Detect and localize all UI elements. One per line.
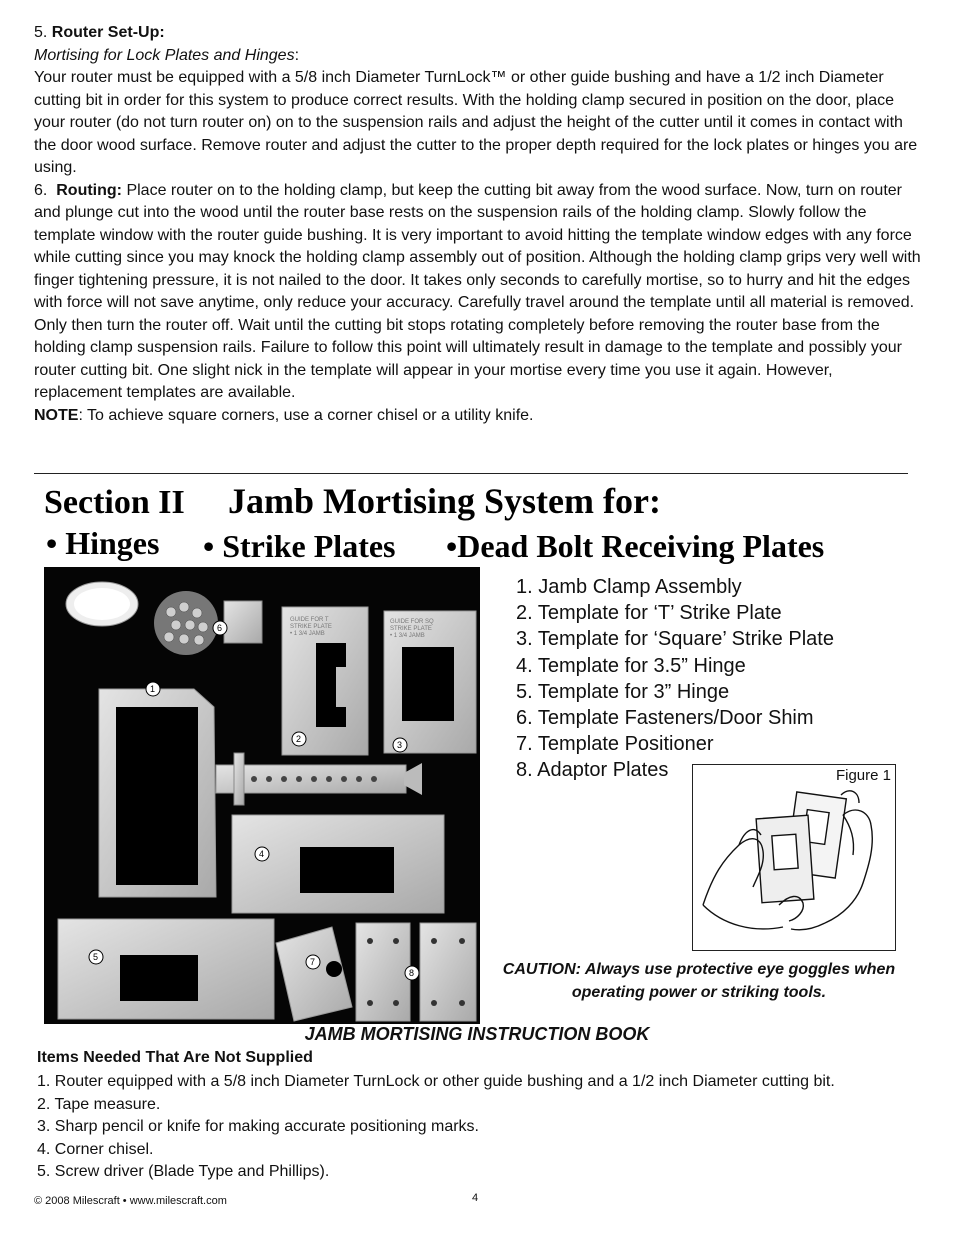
callout-7: 7 <box>310 957 316 967</box>
step-heading: Router Set-Up: <box>51 24 165 41</box>
heading-item-hinges: • Hinges <box>46 525 160 561</box>
caution-note: CAUTION: Always use protective eye goggles when operating power or striking tools. <box>502 961 896 1001</box>
routing-text: Place router on to the holding clamp, but keep the cutting bit away from the wood surface. Now, turn on router and plunge cut into the wood until the router base rests on the suspension rails of the holding clamp. Slowly follow the template window with the router guide bushing. It is very important to avoid hitting the template window edges with any force while cutting since you may knock the holding clamp assembly out of position. Although the holding clamp grips very well with finger tightening pressure, it is not nailed to the door. It takes only seconds to carefully mortise, so to hurry and hit the edges with force will not save anytime, only reduce your accuracy. Carefully travel around the template until all material is removed. Only then turn the router off. Wait until the cutting bit stops rotating completely before removing the router base from the holding clamp suspension rails. Failure to follow this point will ultimately result in damage to the template and possibly your router cutting bit. One slight nick in the template will appear in your mortise every time you use it again. However, replacement templates are available. <box>34 181 921 401</box>
parts-list-item: 7. Template Positioner <box>516 733 714 756</box>
heading-item-strike-plates: • Strike Plates <box>203 528 396 564</box>
note-line <box>34 405 924 428</box>
callout-5: 5 <box>93 952 99 962</box>
items-needed-item: 2. Tape measure. <box>37 1095 161 1113</box>
items-needed-item: 4. Corner chisel. <box>37 1140 154 1158</box>
template-2-text-line: STRIKE PLATE <box>290 624 332 630</box>
template-2-text-line: GUIDE FOR T <box>290 617 329 623</box>
callout-4: 4 <box>259 849 265 859</box>
fasteners-container <box>66 582 262 655</box>
page-number: 4 <box>472 1192 479 1204</box>
parts-list-item: 5. Template for 3” Hinge <box>516 680 730 703</box>
callout-8: 8 <box>409 968 415 978</box>
product-photo <box>44 567 480 1024</box>
parts-list-item: 3. Template for ‘Square’ Strike Plate <box>516 628 834 651</box>
template-3-5-hinge <box>232 815 444 913</box>
step-number: 5. <box>34 24 48 41</box>
footer-copyright: © 2008 Milescraft • www.milescraft.com <box>34 1195 227 1207</box>
template-2-text-line: • 1 3/4 JAMB <box>290 631 325 637</box>
items-needed-list <box>37 1071 835 1184</box>
router-setup-subheading <box>34 45 924 68</box>
routing-paragraph <box>34 180 924 405</box>
product-photo-illustration <box>44 567 480 1024</box>
callout-2: 2 <box>296 734 302 744</box>
items-needed-item: 5. Screw driver (Blade Type and Phillips). <box>37 1163 330 1180</box>
template-3-text-line: • 1 3/4 JAMB <box>390 633 425 639</box>
parts-list-item: 1. Jamb Clamp Assembly <box>516 576 742 598</box>
parts-list-item: 6. Template Fasteners/Door Shim <box>516 707 814 730</box>
router-setup-paragraph: Your router must be equipped with a 5/8 inch Diameter TurnLock™ or other guide bushing and have a 1/2 inch Diameter cutting bit in order for this system to produce correct results. With the holding clamp secured in position on the door, place your router (do not turn router on) on to the suspension rails and adjust the height of the cutter until it comes in contact with the door wood surface. Remove router and adjust the cutter to the proper depth required for the lock plates or hinges you are using. <box>34 69 918 176</box>
callout-6: 6 <box>217 623 223 633</box>
parts-list-item: 2. Template for ‘T’ Strike Plate <box>516 602 782 625</box>
section-label: Section II <box>44 484 185 521</box>
template-positioner <box>276 927 352 1021</box>
book-title: JAMB MORTISING INSTRUCTION BOOK <box>304 1024 650 1044</box>
template-3-hinge <box>58 919 274 1019</box>
callout-1: 1 <box>150 684 156 694</box>
figure-1 <box>692 764 896 951</box>
template-square-strike <box>384 611 476 753</box>
heading-item-dead-bolt-plates: •Dead Bolt Receiving Plates <box>446 528 825 564</box>
callout-3: 3 <box>397 740 403 750</box>
figure-label: Figure 1 <box>835 767 891 784</box>
items-needed-item: 1. Router equipped with a 5/8 inch Diameter TurnLock or other guide bushing and a 1/2 inch Diameter cutting bit. <box>37 1073 835 1090</box>
step-heading: Routing: <box>56 181 122 199</box>
section-title: Jamb Mortising System for: <box>228 481 661 521</box>
parts-list-item: 4. Template for 3.5” Hinge <box>516 654 746 677</box>
hands-holding-template-illustration <box>693 765 895 950</box>
note-label: NOTE <box>34 406 79 424</box>
parts-list <box>516 574 834 784</box>
template-3-text-line: STRIKE PLATE <box>390 626 432 632</box>
router-setup-heading <box>34 22 924 45</box>
subheading-colon: : <box>294 46 300 64</box>
subheading-text: Mortising for Lock Plates and Hinges <box>34 46 295 64</box>
instruction-text-block <box>34 22 924 427</box>
note-text: : To achieve square corners, use a corner chisel or a utility knife. <box>78 406 534 424</box>
template-3-text-line: GUIDE FOR SQ <box>390 619 434 625</box>
section-divider <box>34 473 908 474</box>
step-number: 6. <box>34 181 48 199</box>
items-needed-heading: Items Needed That Are Not Supplied <box>37 1049 313 1066</box>
parts-list-item: 8. Adaptor Plates <box>516 759 669 782</box>
items-needed-item: 3. Sharp pencil or knife for making accurate positioning marks. <box>37 1118 479 1135</box>
